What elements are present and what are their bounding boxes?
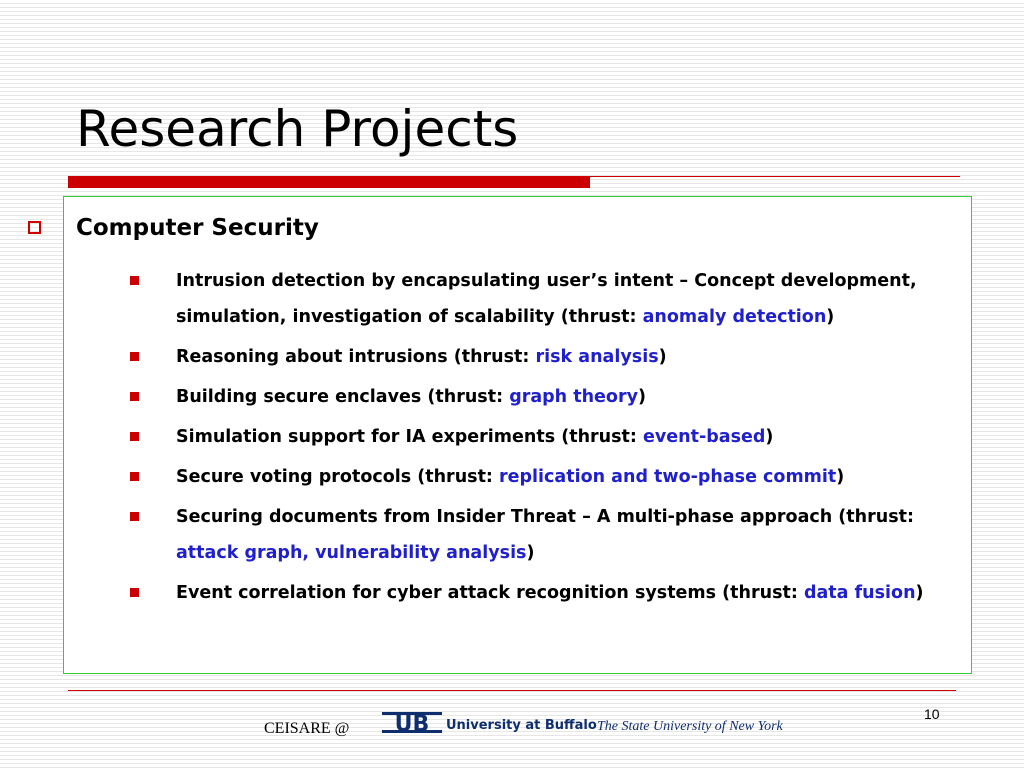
ub-logo-icon [382,708,442,738]
item-text: Building secure enclaves (thrust: [176,387,510,407]
list-item [176,459,956,495]
item-text: Reasoning about intrusions (thrust: [176,347,536,367]
list-item [176,379,956,415]
item-close: ) [765,427,774,447]
square-bullet-icon [130,432,139,441]
item-text: Simulation support for IA experiments (thrust: [176,427,643,447]
item-close: ) [658,347,667,367]
item-close: ) [526,543,535,563]
title-underline-bar [68,176,590,188]
thrust-label: anomaly detection [642,307,827,327]
hollow-square-bullet-icon [28,221,41,234]
slide-title: Research Projects [76,100,519,158]
square-bullet-icon [130,276,139,285]
list-item [176,575,956,611]
title-underline-line [590,176,960,177]
item-close: ) [638,387,646,407]
square-bullet-icon [130,588,139,597]
thrust-label: replication and two-phase commit [499,467,837,487]
footer-org-text: CEISARE @ [264,720,350,737]
bullet-list [176,263,956,615]
thrust-label: data fusion [803,583,916,603]
item-text: Event correlation for cyber attack recognition systems (thrust: [176,583,804,603]
ub-logo-text: UB [394,712,430,737]
item-text: Secure voting protocols (thrust: [176,467,500,487]
thrust-label: graph theory [509,387,638,407]
content-box [63,196,972,674]
item-close: ) [915,583,924,603]
item-text: Intrusion detection by encapsulating user’s intent – Concept development, simulation, investigation of scalability (thrust: [176,271,917,327]
list-item [176,339,956,375]
item-close: ) [836,467,845,487]
square-bullet-icon [130,392,139,401]
thrust-label: attack graph, vulnerability analysis [176,543,527,563]
university-subtitle: The State University of New York [597,719,783,734]
university-name: University at Buffalo [446,718,597,733]
list-item [176,419,956,455]
footer-divider [68,690,956,691]
list-item [176,499,956,571]
thrust-label: risk analysis [535,347,659,367]
list-item [176,263,956,335]
item-text: Securing documents from Insider Threat – A multi-phase approach (thrust: [176,507,914,527]
page-number: 10 [924,706,940,722]
square-bullet-icon [130,352,139,361]
square-bullet-icon [130,512,139,521]
square-bullet-icon [130,472,139,481]
thrust-label: event-based [643,427,766,447]
section-heading-text: Computer Security [76,215,319,241]
item-close: ) [826,307,835,327]
